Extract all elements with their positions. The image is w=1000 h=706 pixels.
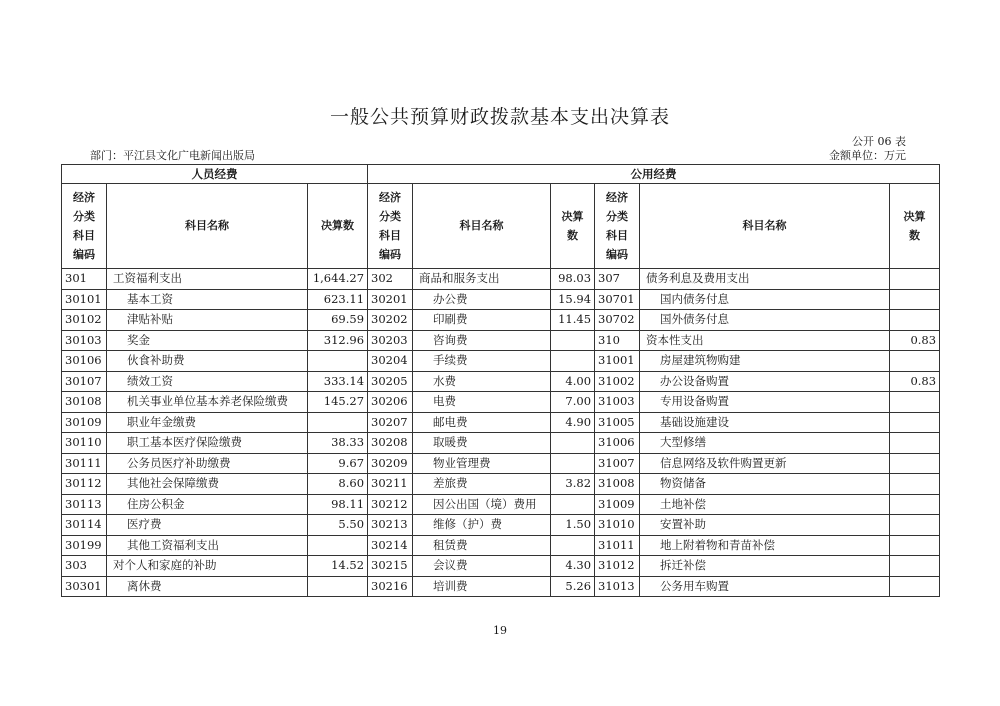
amount-cell	[890, 310, 940, 331]
amount-cell: 4.00	[551, 371, 595, 392]
amount-cell	[890, 576, 940, 597]
name-cell: 安置补助	[640, 515, 890, 536]
code-cell: 31012	[595, 556, 640, 577]
code-header: 经济 分类 科目 编码	[62, 184, 107, 269]
amount-cell	[308, 576, 368, 597]
amount-cell	[308, 535, 368, 556]
amount-cell: 14.52	[308, 556, 368, 577]
name-cell: 商品和服务支出	[413, 269, 551, 290]
code-cell: 30216	[368, 576, 413, 597]
name-cell: 土地补偿	[640, 494, 890, 515]
code-cell: 30102	[62, 310, 107, 331]
expenditure-table	[61, 164, 940, 597]
name-cell: 津贴补贴	[107, 310, 308, 331]
name-cell: 工资福利支出	[107, 269, 308, 290]
page-title: 一般公共预算财政拨款基本支出决算表	[329, 106, 670, 128]
code-cell: 30204	[368, 351, 413, 372]
name-cell: 办公费	[413, 289, 551, 310]
name-cell: 取暖费	[413, 433, 551, 454]
name-cell: 办公设备购置	[640, 371, 890, 392]
name-cell: 手续费	[413, 351, 551, 372]
name-cell: 住房公积金	[107, 494, 308, 515]
amount-cell: 38.33	[308, 433, 368, 454]
amount-cell	[890, 556, 940, 577]
amount-cell: 15.94	[551, 289, 595, 310]
group-public: 公用经费	[368, 165, 940, 184]
amount-cell: 312.96	[308, 330, 368, 351]
amount-cell	[890, 289, 940, 310]
group-personnel: 人员经费	[62, 165, 368, 184]
amount-cell	[551, 453, 595, 474]
name-cell: 租赁费	[413, 535, 551, 556]
code-cell: 30202	[368, 310, 413, 331]
name-cell: 国外债务付息	[640, 310, 890, 331]
name-header: 科目名称	[413, 184, 551, 269]
name-cell: 差旅费	[413, 474, 551, 495]
code-cell: 31005	[595, 412, 640, 433]
amount-cell: 4.30	[551, 556, 595, 577]
name-header: 科目名称	[107, 184, 308, 269]
code-cell: 30211	[368, 474, 413, 495]
code-cell: 31001	[595, 351, 640, 372]
amount-cell	[551, 330, 595, 351]
code-cell: 30214	[368, 535, 413, 556]
amount-cell	[308, 351, 368, 372]
amount-cell: 623.11	[308, 289, 368, 310]
department-label: 部门：平江县文化广电新闻出版局	[90, 149, 255, 162]
name-cell: 其他社会保障缴费	[107, 474, 308, 495]
code-header: 经济 分类 科目 编码	[368, 184, 413, 269]
table-row	[62, 433, 940, 454]
code-cell: 30701	[595, 289, 640, 310]
code-cell: 31003	[595, 392, 640, 413]
name-cell: 奖金	[107, 330, 308, 351]
table-row	[62, 289, 940, 310]
code-cell: 31006	[595, 433, 640, 454]
amount-cell: 69.59	[308, 310, 368, 331]
code-cell: 30201	[368, 289, 413, 310]
code-cell: 30109	[62, 412, 107, 433]
amount-cell	[890, 474, 940, 495]
code-cell: 30209	[368, 453, 413, 474]
table-row	[62, 330, 940, 351]
amount-cell: 0.83	[890, 371, 940, 392]
table-row	[62, 576, 940, 597]
name-cell: 其他工资福利支出	[107, 535, 308, 556]
amount-cell: 98.11	[308, 494, 368, 515]
table-row	[62, 453, 940, 474]
amount-cell: 1.50	[551, 515, 595, 536]
code-cell: 30106	[62, 351, 107, 372]
name-cell: 因公出国（境）费用	[413, 494, 551, 515]
amount-cell: 11.45	[551, 310, 595, 331]
unit-label: 金额单位：万元	[829, 149, 906, 162]
code-cell: 310	[595, 330, 640, 351]
amount-cell: 5.26	[551, 576, 595, 597]
name-cell: 离休费	[107, 576, 308, 597]
amount-cell	[890, 515, 940, 536]
name-cell: 电费	[413, 392, 551, 413]
table-body	[62, 269, 940, 597]
name-cell: 医疗费	[107, 515, 308, 536]
group-header-row	[62, 165, 940, 184]
amount-header: 决算 数	[551, 184, 595, 269]
amount-cell: 98.03	[551, 269, 595, 290]
code-cell: 31013	[595, 576, 640, 597]
amount-cell	[308, 412, 368, 433]
name-cell: 水费	[413, 371, 551, 392]
amount-cell: 145.27	[308, 392, 368, 413]
code-cell: 30206	[368, 392, 413, 413]
code-cell: 30215	[368, 556, 413, 577]
column-header-row	[62, 184, 940, 269]
table-row	[62, 556, 940, 577]
table-row	[62, 494, 940, 515]
name-cell: 资本性支出	[640, 330, 890, 351]
code-cell: 30301	[62, 576, 107, 597]
code-cell: 30213	[368, 515, 413, 536]
amount-cell: 9.67	[308, 453, 368, 474]
code-cell: 30108	[62, 392, 107, 413]
code-cell: 30114	[62, 515, 107, 536]
amount-cell	[890, 535, 940, 556]
amount-cell	[890, 433, 940, 454]
name-cell: 对个人和家庭的补助	[107, 556, 308, 577]
code-cell: 30207	[368, 412, 413, 433]
name-cell: 地上附着物和青苗补偿	[640, 535, 890, 556]
name-cell: 拆迁补偿	[640, 556, 890, 577]
code-cell: 303	[62, 556, 107, 577]
name-cell: 信息网络及软件购置更新	[640, 453, 890, 474]
amount-cell	[551, 433, 595, 454]
table-row	[62, 535, 940, 556]
name-cell: 职业年金缴费	[107, 412, 308, 433]
table-row	[62, 351, 940, 372]
name-cell: 绩效工资	[107, 371, 308, 392]
name-cell: 基本工资	[107, 289, 308, 310]
amount-cell: 0.83	[890, 330, 940, 351]
amount-cell: 5.50	[308, 515, 368, 536]
name-cell: 大型修缮	[640, 433, 890, 454]
amount-cell	[551, 351, 595, 372]
form-number: 公开 06 表	[852, 135, 906, 148]
code-cell: 30199	[62, 535, 107, 556]
code-cell: 31007	[595, 453, 640, 474]
code-cell: 307	[595, 269, 640, 290]
name-cell: 公务员医疗补助缴费	[107, 453, 308, 474]
name-cell: 职工基本医疗保险缴费	[107, 433, 308, 454]
amount-cell	[890, 351, 940, 372]
name-cell: 伙食补助费	[107, 351, 308, 372]
code-cell: 30101	[62, 289, 107, 310]
code-cell: 30107	[62, 371, 107, 392]
amount-cell: 3.82	[551, 474, 595, 495]
amount-cell	[551, 535, 595, 556]
code-cell: 30112	[62, 474, 107, 495]
amount-cell	[890, 412, 940, 433]
code-cell: 31008	[595, 474, 640, 495]
amount-header: 决算 数	[890, 184, 940, 269]
name-cell: 房屋建筑物购建	[640, 351, 890, 372]
table-row	[62, 412, 940, 433]
name-cell: 邮电费	[413, 412, 551, 433]
table-row	[62, 515, 940, 536]
table-row	[62, 310, 940, 331]
name-cell: 维修（护）费	[413, 515, 551, 536]
name-cell: 物业管理费	[413, 453, 551, 474]
code-cell: 30110	[62, 433, 107, 454]
code-header: 经济 分类 科目 编码	[595, 184, 640, 269]
name-cell: 专用设备购置	[640, 392, 890, 413]
code-cell: 31011	[595, 535, 640, 556]
amount-cell: 333.14	[308, 371, 368, 392]
table-row	[62, 269, 940, 290]
code-cell: 30111	[62, 453, 107, 474]
name-cell: 培训费	[413, 576, 551, 597]
page-number: 19	[493, 624, 507, 637]
amount-cell	[890, 453, 940, 474]
code-cell: 30103	[62, 330, 107, 351]
name-header: 科目名称	[640, 184, 890, 269]
code-cell: 301	[62, 269, 107, 290]
code-cell: 30205	[368, 371, 413, 392]
amount-cell: 7.00	[551, 392, 595, 413]
code-cell: 30203	[368, 330, 413, 351]
code-cell: 31009	[595, 494, 640, 515]
code-cell: 30208	[368, 433, 413, 454]
amount-cell	[890, 392, 940, 413]
amount-cell	[551, 494, 595, 515]
amount-cell	[890, 269, 940, 290]
name-cell: 国内债务付息	[640, 289, 890, 310]
code-cell: 30702	[595, 310, 640, 331]
name-cell: 物资储备	[640, 474, 890, 495]
code-cell: 302	[368, 269, 413, 290]
code-cell: 30212	[368, 494, 413, 515]
name-cell: 公务用车购置	[640, 576, 890, 597]
table-row	[62, 371, 940, 392]
name-cell: 机关事业单位基本养老保险缴费	[107, 392, 308, 413]
name-cell: 印刷费	[413, 310, 551, 331]
amount-cell: 8.60	[308, 474, 368, 495]
name-cell: 会议费	[413, 556, 551, 577]
amount-cell: 4.90	[551, 412, 595, 433]
amount-header: 决算数	[308, 184, 368, 269]
name-cell: 咨询费	[413, 330, 551, 351]
table-row	[62, 474, 940, 495]
name-cell: 基础设施建设	[640, 412, 890, 433]
amount-cell: 1,644.27	[308, 269, 368, 290]
amount-cell	[890, 494, 940, 515]
code-cell: 30113	[62, 494, 107, 515]
code-cell: 31002	[595, 371, 640, 392]
table-row	[62, 392, 940, 413]
name-cell: 债务利息及费用支出	[640, 269, 890, 290]
code-cell: 31010	[595, 515, 640, 536]
